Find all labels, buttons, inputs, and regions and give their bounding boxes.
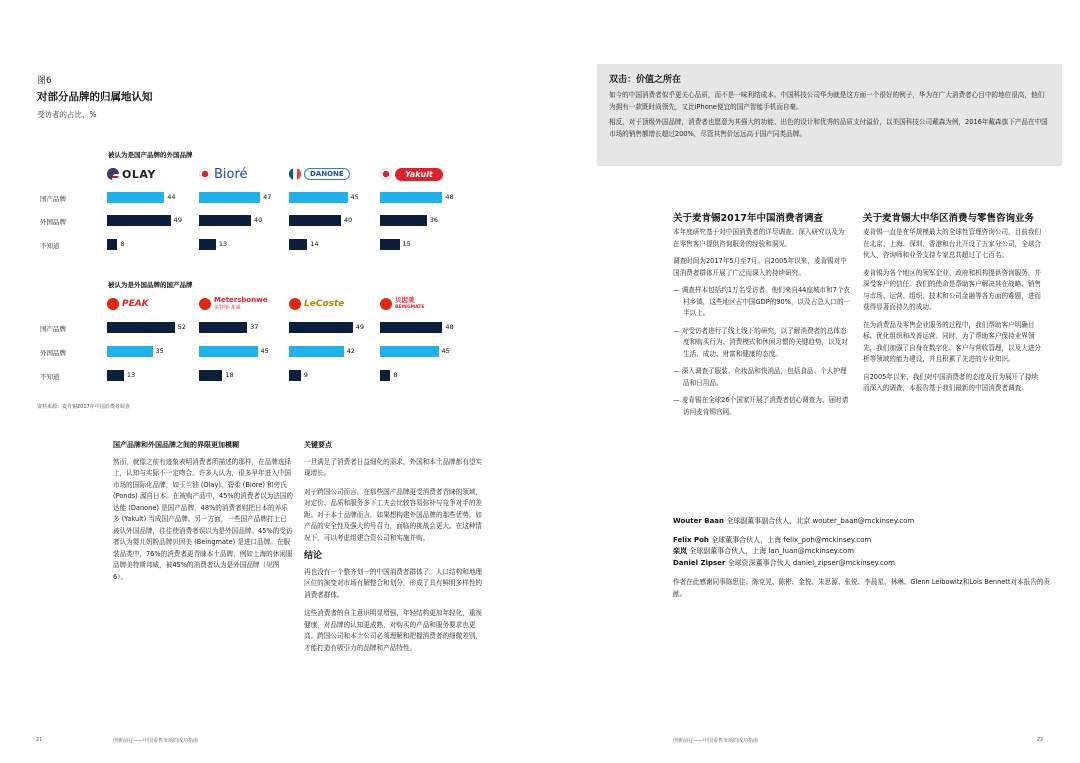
row-label-foreign: 外国品牌	[40, 349, 66, 357]
bar-value-label: 47	[263, 193, 272, 201]
contact-name: Felix Poh	[673, 535, 709, 544]
brand-name-metersbonwe-cn: 美特斯·邦威	[214, 305, 241, 311]
contact-info[interactable]: 全球资深董事合伙人 daniel_zipser@mckinsey.com	[727, 558, 895, 567]
brand-logo-metersbonwe	[199, 296, 267, 312]
bar-peak-0	[107, 322, 175, 333]
bar-bior--2	[199, 239, 216, 250]
bullet-item: — 深入调查了服装、化妆品和快消品，包括食品、个人护理品和日用品。	[673, 367, 847, 387]
bar-value-label: 40	[254, 216, 263, 224]
paragraph: 一旦满足了消费者日益细化的需求，外国和本土品牌都有望实现增长。	[304, 457, 483, 477]
left-text-column-2	[304, 440, 488, 661]
bar-metersbonwe-2	[199, 370, 222, 381]
brand-name-beingmate-en: BEINGMATE	[395, 305, 425, 310]
exhibit-subtitle: 受访者的占比，%	[37, 110, 97, 119]
bar-value-label: 45	[441, 347, 450, 355]
contact-line	[673, 535, 1053, 547]
page-number-right: 22	[1037, 737, 1044, 743]
bar-value-label: 13	[218, 240, 228, 248]
bar-value-label: 48	[445, 193, 454, 201]
contact-info[interactable]: 全球副董事合伙人，上海 lan_luan@mckinsey.com	[689, 547, 855, 555]
brand-name-yakult: Yakult	[395, 168, 443, 181]
running-title-right: 创新前行——中国零售市场的成功指南	[673, 738, 759, 744]
bar-value-label: 45	[260, 347, 269, 355]
bar-value-label: 44	[167, 193, 176, 201]
china-flag-icon	[199, 298, 211, 310]
section-heading-blurred-boundary: 国产品牌和外国品牌之间的界限更加模糊	[113, 441, 239, 449]
bar-value-label: 52	[177, 323, 186, 331]
bar-bior--1	[199, 215, 251, 226]
brand-logo-yakult	[380, 166, 443, 182]
bar-value-label: 36	[429, 216, 439, 224]
brand-logo-olay	[107, 166, 156, 182]
bar-olay-1	[107, 215, 171, 226]
bar-value-label: 18	[225, 371, 234, 379]
china-flag-icon	[380, 298, 392, 310]
bar-贝因美-1	[380, 346, 439, 357]
brand-name-metersbonwe-en: Metersbonwe	[214, 296, 268, 304]
bar-value-label: 35	[155, 347, 164, 355]
left-text-column-1	[113, 440, 293, 590]
bar-value-label: 49	[355, 323, 364, 331]
bar-lecoste-0	[289, 322, 353, 333]
author-contacts	[673, 516, 1053, 600]
paragraph: 麦肯锡为各个地区的领军企业、政府和机构提供咨询服务，并深受客户的信任。我们的使命是帮助客户解决其在战略、销售与市场、运营、组织、技术和公司金融等各方面的难题，进而获得显著而持久的成功。	[863, 268, 1042, 311]
brand-name-olay: OLAY	[122, 167, 156, 181]
bar-peak-2	[107, 370, 124, 381]
paragraph: 在为消费品及零售企业服务的过程中，我们帮助客户明确目标、优化组织和改善运营。同时，为了帮助客户保持业界领先，我们加强了自身在数字化、客户与营收管理，以及大进分析等领域的能力建设，并且积累了先进的专业知识。	[863, 320, 1042, 363]
page-number-left: 21	[36, 737, 43, 743]
bar-value-label: 49	[173, 216, 182, 224]
contact-name: Wouter Baan	[673, 517, 725, 525]
contact-line	[673, 546, 1053, 558]
exhibit-title: 对部分品牌的归属地认知	[37, 91, 153, 103]
paragraph: 麦肯锡一直是在华规模最大的全球性管理咨询公司，目前我们在北京、上海、深圳、香港和台北开设了五家分公司，全球合伙人，咨询师和业务支持专家总共超过了七百名。	[863, 228, 1042, 259]
brand-name-biore: Bioré	[214, 166, 248, 182]
contact-info[interactable]: 全球副董事副合伙人，北京 wouter_baan@mckinsey.com	[726, 517, 915, 525]
bar-metersbonwe-0	[199, 322, 247, 333]
brand-logo-biore	[199, 166, 248, 182]
paragraph: 本年度研究基于对中国消费者的详尽调查、深入研究以及为在零售客户提供咨询服务的经验和洞见。	[673, 228, 845, 248]
contact-line	[673, 516, 1053, 528]
paragraph: 再也没有一个整齐划一的中国消费者群体了。人口结构和地理区位的演变对市场有解整合和划分，形成了具有鲜明多样性的消费者群体。	[304, 567, 483, 599]
bar-value-label: 9	[303, 371, 308, 379]
china-flag-icon	[289, 298, 301, 310]
paragraph: 对于跨国公司而言，在那些国产品牌更受消费者青睐的领域，对定价、品质和服务多下工夫会比较容易弥补与竞争对手的差距。对于本土品牌而言，如果想构建外国品牌的那些优势，如产品的安全性及强大的号召力，面临的挑战会更大。在这种情况下，可以考虑组建合资公司和实施并购。	[304, 487, 483, 542]
china-flag-icon	[107, 298, 119, 310]
right-text-column-2	[863, 212, 1043, 401]
bar-yakult-0	[380, 192, 442, 203]
paragraph: 然而，就像之前有迹象表明消费者所描述的那样，在品牌选择上，认知与实际不一定吻合。许多人认为，很多早年进入中国市场的国际化品牌，如玉兰油 (Olay)、碧柔 (Biore) 和旁氏 (Ponds) 源自日本。在被购产品中，45%的消费者以为法国的达能 (Danone) 是国产品牌，48%的消费者则把日本的养乐多 (Yakult) 当成国产品牌。另一方面，一些国产品牌打上已被认外国品牌，往往使消费者误以为是外国品牌。45%的受访者认为婴儿奶粉品牌贝因美 (Beingmate) 是进口品牌。在服装品类中，76%的消费者更青睐本土品牌，例如上海的休闲服品牌美特斯邦威，被45%的消费者认为是外国品牌（见图6）。	[113, 457, 293, 581]
bar-olay-2	[107, 239, 117, 250]
bar-value-label: 15	[402, 240, 411, 248]
brand-logo-danone	[289, 166, 350, 182]
row-label-foreign: 外国品牌	[40, 218, 66, 226]
section-heading-survey: 关于麦肯锡2017年中国消费者调查	[673, 213, 823, 224]
sidebar-title: 双击：价值之所在	[609, 75, 682, 85]
sidebar-paragraph: 相反，对于顶级外国品牌，消费者也愿意为其强大的功能、出色的设计和优秀的品质支付溢价，以美国科技公司戴森为例，2016年戴森旗下产品在中国市场的销售额增长超过200%，尽管其售价远远高于国产同类品牌。	[609, 118, 1048, 138]
bar-value-label: 14	[310, 240, 319, 248]
section-heading-conclusion: 结论	[304, 551, 323, 561]
paragraph: 调查时间为2017年5月至7月。自2005年以来，麦肯锡对中国消费者群体开展了广泛而深入的持续研究。	[673, 257, 847, 277]
section-heading-practice: 关于麦肯锡大中华区消费与零售咨询业务	[863, 213, 1035, 224]
bar-value-label: 40	[344, 216, 353, 224]
exhibit-label: 图6	[37, 76, 52, 86]
brand-name-lecoste: LeCoste	[304, 299, 345, 309]
france-flag-icon	[289, 168, 301, 180]
bar-metersbonwe-1	[199, 346, 258, 357]
sidebar-paragraph: 如今的中国消费者似乎更关心品质，而不是一味利结成本。中国科技公司华为就是这方面一个很好的例子，华为在广大消费者心目中的地位很高，他们为拥有一款既时尚领先，又比iPhone便宜的国产智能手机而自豪。	[609, 91, 1045, 111]
brand-logo-beingmate	[380, 296, 424, 312]
bar-贝因美-2	[380, 370, 390, 381]
section-heading-key-points: 关键要点	[304, 441, 332, 449]
bullet-item: — 对受访者进行了线上线下的研究，以了解消费者的总体态度和购买行为、消费模式和休闲习惯的关键趋势，以及对生活、成功、财富和健康的态度。	[673, 326, 848, 358]
row-label-unknown: 不知道	[40, 373, 60, 381]
bar-bior--0	[199, 192, 260, 203]
bar-value-label: 8	[393, 371, 398, 379]
contact-name: 栾岚	[673, 547, 687, 555]
contact-name: Daniel Zipser	[673, 558, 726, 567]
bullet-item: — 调查样本包括约1万名受访者，他们来自44座城市和7个农村乡镇，这些地区占中国GDP的90%，以及占总人口的一半以上。	[673, 286, 851, 317]
right-text-column-1	[673, 212, 851, 424]
japan-flag-icon	[380, 168, 392, 180]
bar-lecoste-2	[289, 370, 301, 381]
contact-line	[673, 558, 1053, 570]
bar-value-label: 42	[346, 347, 355, 355]
chart-source-note: 资料来源：麦肯锡2017年中国消费者调查	[37, 404, 130, 410]
brand-name-peak: PEAK	[122, 299, 149, 309]
chart2-title: 被认为是外国品牌的国产品牌	[108, 281, 193, 289]
row-label-unknown: 不知道	[40, 242, 60, 250]
bar-value-label: 48	[445, 323, 454, 331]
bar-yakult-2	[380, 239, 400, 250]
chart1-title: 被认为是国产品牌的外国品牌	[108, 151, 193, 159]
bar-lecoste-1	[289, 346, 344, 357]
brand-logo-peak	[107, 296, 149, 312]
bar-value-label: 13	[126, 371, 136, 379]
sidebar-box-value	[597, 64, 1062, 166]
japan-flag-icon	[199, 168, 211, 180]
brand-name-beingmate-cn: 贝因美	[395, 296, 415, 304]
acknowledgements: 作者在此感谢同事陈思佳、陈克晃、陈彬、金悦、朱思源、张悦、李晨星、林琳、Glenn Leibowitz和Lois Bennett对本报告的贡献。	[673, 578, 1051, 598]
brand-name-danone: DANONE	[304, 168, 350, 180]
paragraph: 自2005年以来，我们对中国消费者的态度及行为展开了持续而深入的调查，本报告基于我们最新的中国消费者调查。	[863, 372, 1039, 392]
bar-olay-0	[107, 192, 164, 203]
bar-danone-1	[289, 215, 341, 226]
row-label-domestic: 国产品牌	[40, 325, 66, 333]
bar-贝因美-0	[380, 322, 442, 333]
brand-logo-lecoste	[289, 296, 344, 312]
bullet-item: — 麦肯锡在全球26个国家开展了消费者信心调查为。届时请访问麦肯锡官网。	[673, 396, 849, 416]
us-flag-icon	[107, 168, 119, 180]
bar-value-label: 45	[350, 193, 359, 201]
bar-danone-0	[289, 192, 348, 203]
brand-name-beingmate	[395, 296, 424, 312]
brand-name-metersbonwe	[214, 296, 267, 312]
bar-danone-2	[289, 239, 307, 250]
paragraph: 这些消费者的自主意识明显增强，年轻结构更加年轻化，重视健康，对品牌的认知更成熟，对购买的产品和服务要求也更高。跨国公司和本土公司必须理解和把握消费者的细微差别，才能打造有吸引力的品牌和产品特性。	[304, 609, 483, 652]
bar-yakult-1	[380, 215, 427, 226]
running-title-left: 创新前行——中国零售市场的成功指南	[113, 738, 199, 744]
contact-info[interactable]: 全球董事合伙人，上海 felix_poh@mckinsey.com	[711, 535, 872, 544]
row-label-domestic: 国产品牌	[40, 195, 66, 203]
bar-peak-1	[107, 346, 153, 357]
bar-value-label: 37	[250, 323, 259, 331]
bar-value-label: 8	[120, 240, 125, 248]
